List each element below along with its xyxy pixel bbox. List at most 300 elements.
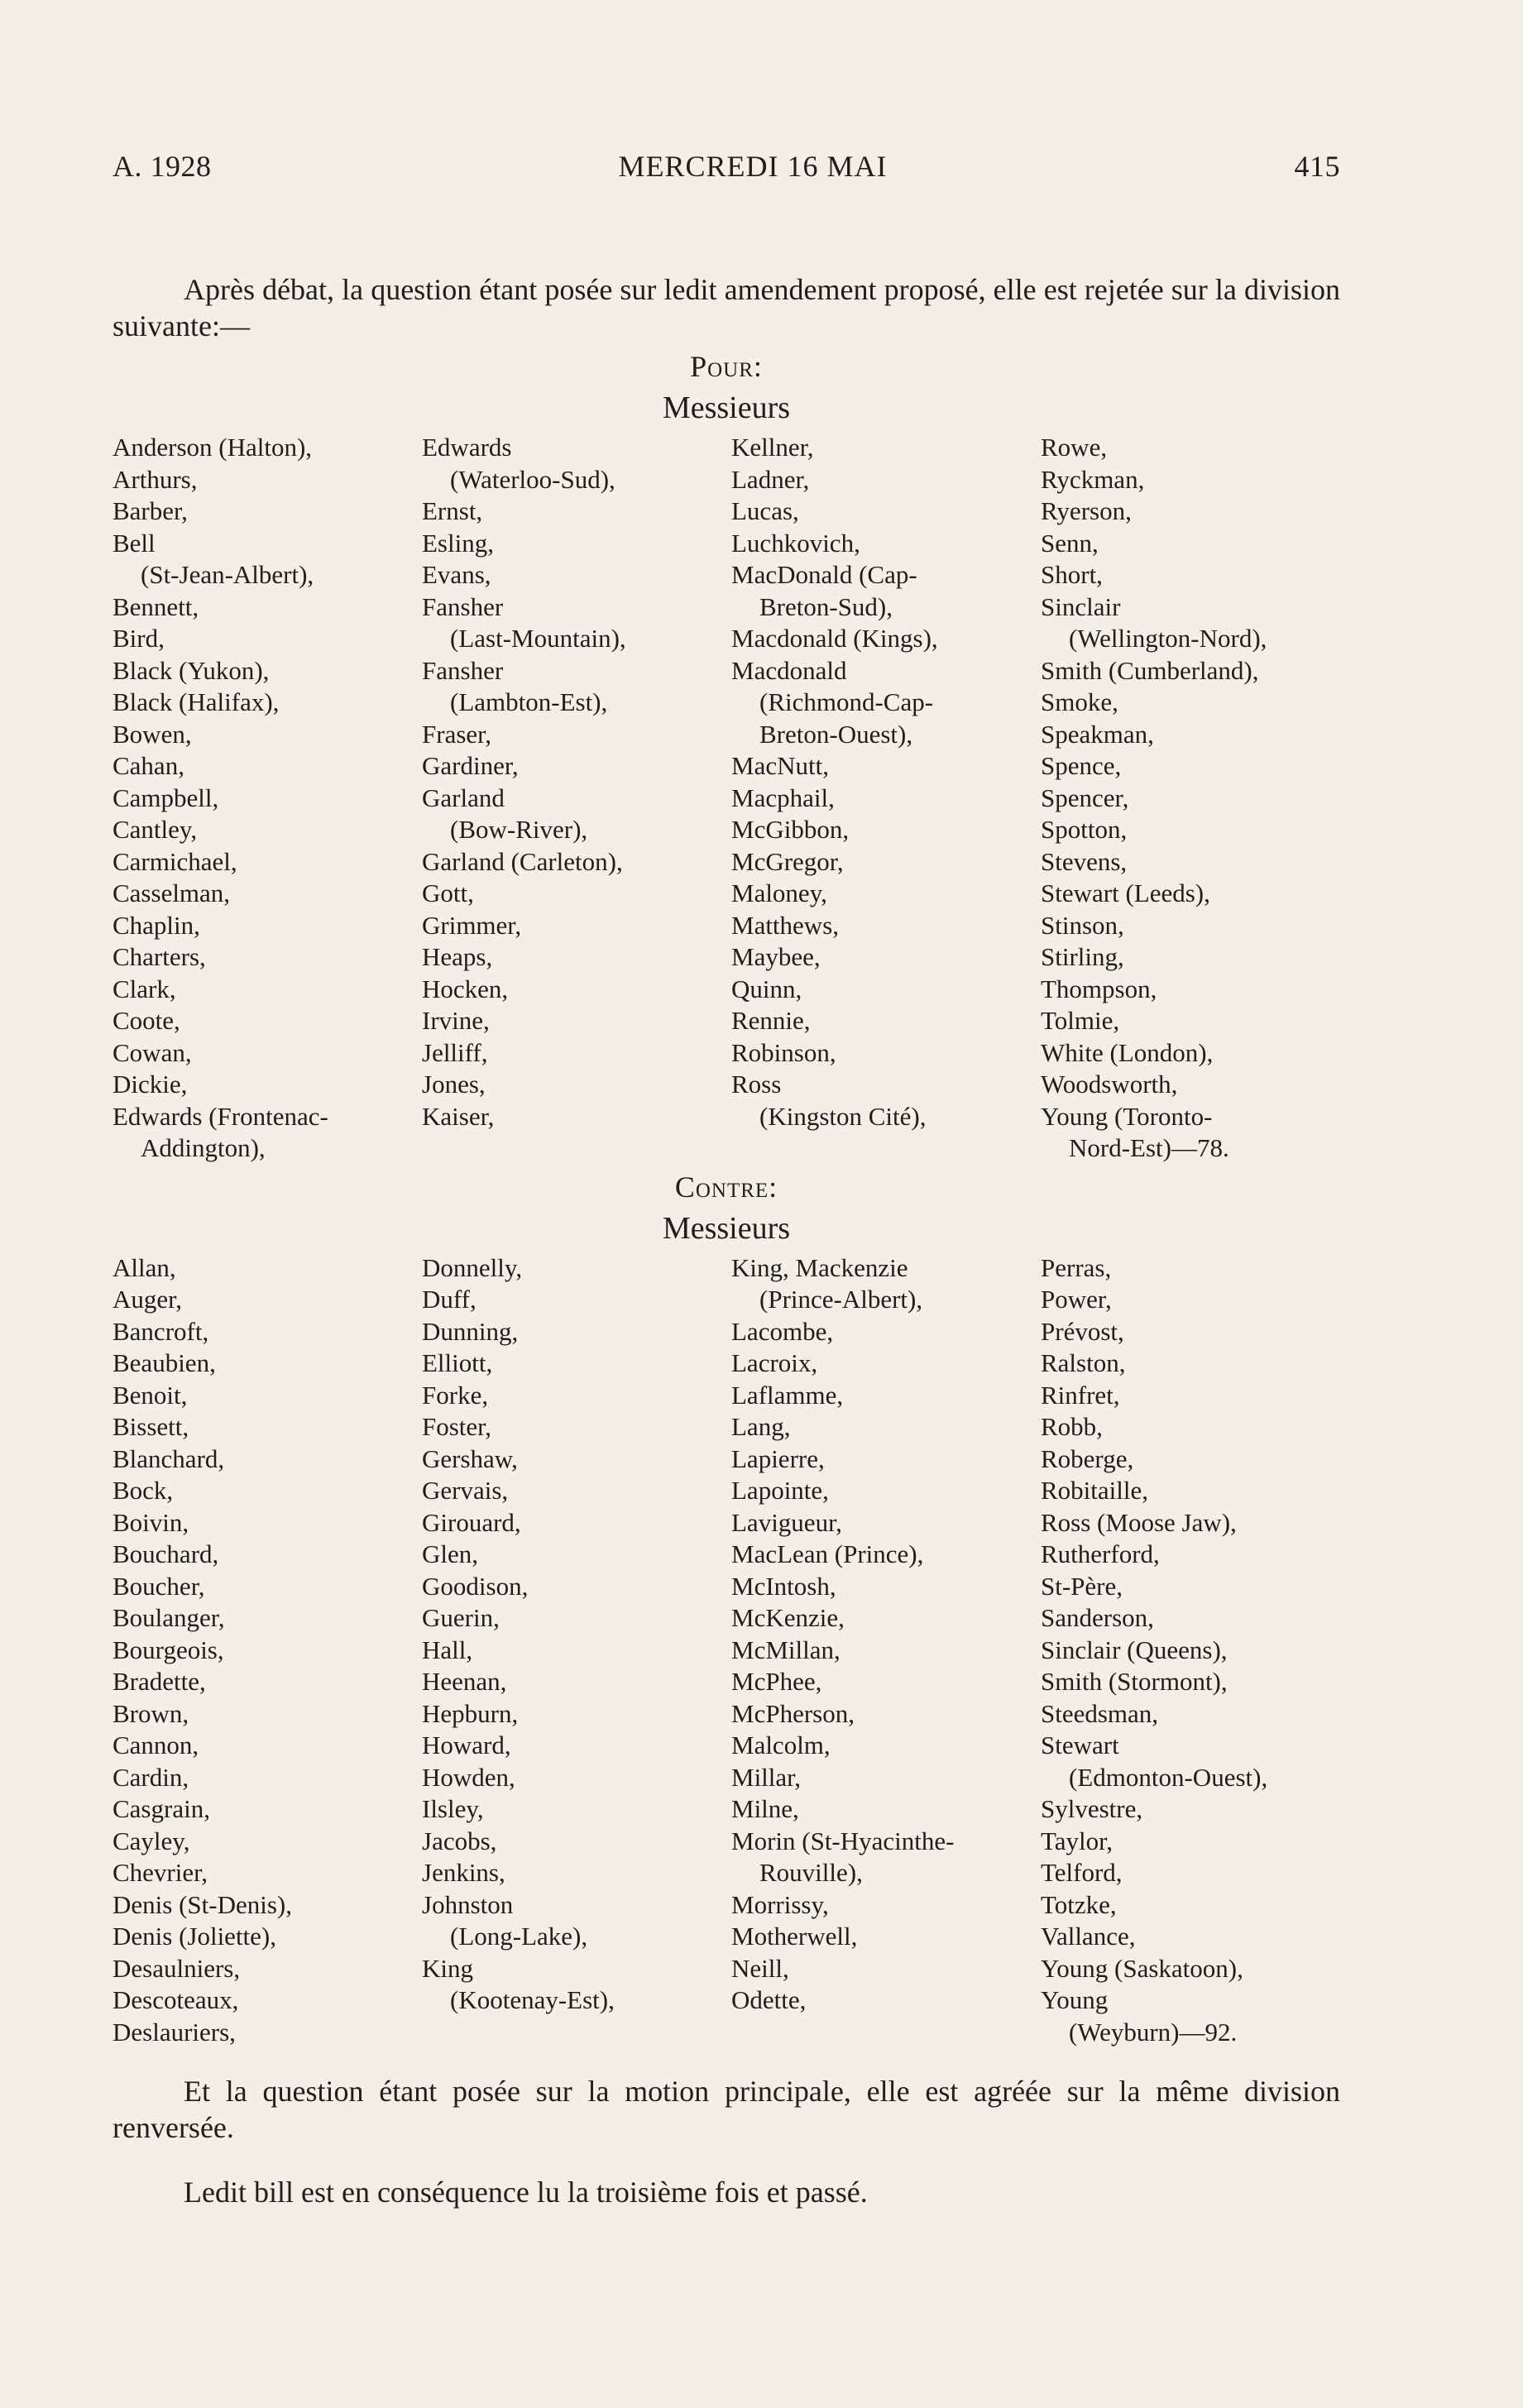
member-name: [113, 623, 422, 655]
member-name-line: Charters,: [113, 942, 206, 971]
member-name-line: Howden,: [422, 1762, 515, 1792]
member-name-line: Auger,: [113, 1285, 182, 1314]
member-name: [422, 1539, 731, 1571]
member-name: [1041, 750, 1340, 783]
member-name: [1041, 974, 1340, 1006]
member-name: [113, 750, 422, 783]
member-name: [113, 1889, 422, 1922]
member-name: [1041, 1101, 1340, 1165]
member-name: [1041, 719, 1340, 751]
member-name: [422, 846, 731, 878]
member-name-line: Cahan,: [113, 751, 184, 780]
member-name-line: Odette,: [731, 1985, 807, 2014]
member-name: [422, 1475, 731, 1507]
member-name-line: Ilsley,: [422, 1794, 484, 1823]
member-name-line: Esling,: [422, 528, 494, 558]
member-name: [422, 878, 731, 910]
member-riding-line: (Bow-River),: [450, 815, 588, 844]
member-name: [1041, 1348, 1340, 1380]
member-riding-line: (Prince-Albert),: [759, 1285, 923, 1314]
member-name-line: Blanchard,: [113, 1443, 225, 1473]
member-name-line: Kellner,: [731, 433, 814, 462]
member-name: [1041, 1793, 1340, 1826]
member-name: [731, 1984, 1041, 2017]
member-riding-line: (Kootenay-Est),: [450, 1985, 615, 2014]
member-name-line: Rutherford,: [1041, 1539, 1160, 1568]
member-name: [731, 1348, 1041, 1380]
member-name: [113, 591, 422, 624]
member-riding-line: (Richmond-Cap-: [759, 687, 934, 716]
member-name-line: Hall,: [422, 1635, 473, 1664]
member-name-line: Stevens,: [1041, 846, 1128, 876]
member-name-line: Dunning,: [422, 1316, 519, 1346]
member-name: [1041, 1953, 1340, 1985]
member-name: [113, 846, 422, 878]
member-name: [113, 1762, 422, 1794]
member-name: [1041, 1730, 1340, 1793]
member-name: [113, 1698, 422, 1731]
member-name-line: Black (Halifax),: [113, 687, 280, 716]
member-name-line: Millar,: [731, 1762, 801, 1792]
member-name: [1041, 528, 1340, 560]
member-name-line: Ladner,: [731, 464, 810, 494]
member-name: [422, 1005, 731, 1037]
member-name: [422, 1507, 731, 1539]
member-riding-line: Breton-Sud),: [759, 591, 893, 621]
member-name: [422, 1316, 731, 1348]
member-name-line: Campbell,: [113, 783, 219, 812]
member-name: [113, 1984, 422, 2017]
member-riding-line: (Waterloo-Sud),: [450, 464, 615, 494]
member-name: [422, 1284, 731, 1316]
member-name: [1041, 1284, 1340, 1316]
member-name-line: Short,: [1041, 560, 1103, 589]
member-name: [731, 1507, 1041, 1539]
member-name: [731, 1380, 1041, 1412]
member-name: [731, 1443, 1041, 1476]
member-name: [113, 464, 422, 496]
member-name: [731, 1730, 1041, 1762]
member-riding-line: Breton-Ouest),: [759, 719, 913, 749]
member-name: [1041, 1411, 1340, 1443]
member-name: [113, 1475, 422, 1507]
member-name-line: Lacombe,: [731, 1316, 834, 1346]
member-name-line: McPherson,: [731, 1698, 855, 1728]
member-name-line: Barber,: [113, 496, 188, 525]
member-name: [422, 1411, 731, 1443]
member-name: [113, 495, 422, 528]
member-riding-line: (Lambton-Est),: [450, 687, 608, 716]
member-name-line: Coote,: [113, 1006, 180, 1035]
member-name-line: Ryerson,: [1041, 496, 1132, 525]
member-name-line: Totzke,: [1041, 1889, 1117, 1919]
member-name-line: Carmichael,: [113, 846, 237, 876]
member-name: [1041, 1698, 1340, 1731]
member-name: [1041, 783, 1340, 815]
member-name-line: Gervais,: [422, 1476, 509, 1505]
member-name-line: Bennett,: [113, 591, 199, 621]
member-name-line: Macdonald: [731, 655, 847, 685]
member-name-line: Jenkins,: [422, 1858, 505, 1887]
member-name: [422, 941, 731, 974]
member-name: [1041, 1443, 1340, 1476]
contre-subtitle: Messieurs: [662, 1210, 791, 1246]
member-name: [731, 1571, 1041, 1603]
member-name: [1041, 559, 1340, 591]
pour-subtitle: Messieurs: [662, 390, 791, 425]
member-name-line: Quinn,: [731, 974, 802, 1003]
member-name-line: Beaubien,: [113, 1348, 216, 1377]
journal-page: [113, 149, 1340, 2240]
member-name-line: Grimmer,: [422, 910, 522, 940]
member-name: [731, 1793, 1041, 1826]
member-name: [422, 1857, 731, 1889]
date-heading: MERCREDI 16 MAI: [618, 150, 888, 183]
pour-title: Pour:: [690, 350, 763, 383]
member-name: [113, 432, 422, 464]
member-name-line: Ernst,: [422, 496, 483, 525]
member-name-line: King: [422, 1953, 473, 1983]
member-name: [731, 1762, 1041, 1794]
member-name: [422, 495, 731, 528]
member-name-line: Malcolm,: [731, 1731, 831, 1759]
member-name: [731, 783, 1041, 815]
member-name: [1041, 1921, 1340, 1953]
member-name-line: Bradette,: [113, 1667, 206, 1696]
member-name: [1041, 1984, 1340, 2048]
member-name: [1041, 1069, 1340, 1101]
member-riding-line: (Weyburn)—92.: [1069, 2017, 1238, 2047]
intro-paragraph: Après débat, la question étant posée sur ledit amendement proposé, elle est rejetée sur la division suivante:—: [113, 273, 1340, 342]
member-name-line: Stewart: [1041, 1731, 1119, 1759]
member-name: [1041, 655, 1340, 687]
member-name-line: Benoit,: [113, 1380, 188, 1410]
member-name: [113, 1101, 422, 1165]
member-riding-line: (Edmonton-Ouest),: [1069, 1762, 1268, 1792]
member-name: [113, 1826, 422, 1858]
member-name: [731, 655, 1041, 751]
member-name-line: Ralston,: [1041, 1348, 1126, 1377]
member-name-line: Bissett,: [113, 1412, 189, 1441]
member-name: [1041, 1005, 1340, 1037]
member-name-line: Bancroft,: [113, 1316, 209, 1346]
member-name-line: White (London),: [1041, 1037, 1214, 1067]
member-name-line: Heenan,: [422, 1667, 507, 1696]
member-name-line: McPhee,: [731, 1667, 822, 1696]
member-name: [731, 1953, 1041, 1985]
member-name-line: Arthurs,: [113, 464, 198, 494]
member-name: [113, 1602, 422, 1635]
member-name-line: Duff,: [422, 1285, 477, 1314]
member-name: [113, 2017, 422, 2049]
member-name-line: Gott,: [422, 878, 474, 907]
member-name: [1041, 910, 1340, 942]
member-name-line: Telford,: [1041, 1858, 1123, 1887]
member-name: [113, 1635, 422, 1667]
member-name: [731, 750, 1041, 783]
member-name: [731, 1252, 1041, 1316]
member-name: [422, 783, 731, 846]
member-name-line: Hocken,: [422, 974, 509, 1003]
member-name-line: Goodison,: [422, 1571, 529, 1601]
member-name-line: Glen,: [422, 1539, 479, 1568]
closing-paragraph: Et la question étant posée sur la motion principale, elle est agréée sur la même division renversée.: [113, 2075, 1340, 2144]
member-name-line: Matthews,: [731, 910, 840, 940]
member-name-line: Bouchard,: [113, 1539, 219, 1568]
member-name-line: Cowan,: [113, 1037, 192, 1067]
member-name: [113, 1857, 422, 1889]
member-name-line: Lapointe,: [731, 1476, 829, 1505]
member-name: [422, 1101, 731, 1133]
member-name: [113, 1730, 422, 1762]
member-name: [113, 941, 422, 974]
member-name: [422, 1380, 731, 1412]
member-name-line: Johnston: [422, 1889, 514, 1919]
member-name: [113, 1005, 422, 1037]
member-name-line: Smoke,: [1041, 687, 1118, 716]
member-name-line: Heaps,: [422, 942, 493, 971]
member-name-line: Boivin,: [113, 1507, 189, 1537]
member-name: [422, 1602, 731, 1635]
member-name: [113, 1348, 422, 1380]
pour-names-grid: [113, 432, 1340, 1165]
member-name: [731, 1316, 1041, 1348]
member-name: [113, 1666, 422, 1698]
member-name-line: Allan,: [113, 1252, 176, 1282]
member-name-line: Robinson,: [731, 1037, 836, 1067]
member-name: [113, 878, 422, 910]
member-name-line: Vallance,: [1041, 1922, 1136, 1951]
member-name: [113, 687, 422, 719]
member-name-line: Stirling,: [1041, 942, 1124, 971]
member-name: [422, 910, 731, 942]
member-name: [113, 1507, 422, 1539]
member-name-line: Donnelly,: [422, 1252, 523, 1282]
pour-section: [113, 349, 1340, 1165]
member-name-line: Young (Toronto-: [1041, 1101, 1213, 1131]
member-name: [422, 1571, 731, 1603]
member-name: [1041, 1826, 1340, 1858]
member-riding-line: (St-Jean-Albert),: [141, 560, 314, 589]
member-name: [731, 1921, 1041, 1953]
member-name: [731, 1826, 1041, 1889]
member-name: [113, 1571, 422, 1603]
member-name: [731, 1069, 1041, 1132]
member-name: [422, 432, 731, 495]
member-name-line: Dickie,: [113, 1070, 188, 1099]
bill-passed-paragraph: Ledit bill est en conséquence lu la troisième fois et passé.: [184, 2176, 868, 2209]
member-name: [1041, 1857, 1340, 1889]
member-name: [731, 910, 1041, 942]
member-name-line: Forke,: [422, 1380, 489, 1410]
member-name: [422, 1826, 731, 1858]
member-name: [1041, 1252, 1340, 1285]
member-name: [422, 1635, 731, 1667]
member-name-line: Fansher: [422, 591, 504, 621]
member-name: [113, 1793, 422, 1826]
contre-column: [422, 1252, 731, 2049]
member-riding-line: Nord-Est)—78.: [1069, 1133, 1229, 1162]
member-name-line: Bell: [113, 528, 156, 558]
member-name: [422, 1348, 731, 1380]
member-name: [731, 464, 1041, 496]
member-name-line: MacDonald (Cap-: [731, 560, 917, 589]
member-name-line: Gershaw,: [422, 1443, 518, 1473]
member-name-line: Rennie,: [731, 1006, 811, 1035]
member-name: [113, 814, 422, 846]
member-name: [113, 1316, 422, 1348]
contre-names-grid: [113, 1252, 1340, 2049]
member-name-line: Young: [1041, 1985, 1109, 2014]
member-name-line: King, Mackenzie: [731, 1252, 908, 1282]
member-name-line: Sanderson,: [1041, 1603, 1154, 1632]
member-name-line: Spotton,: [1041, 815, 1128, 844]
member-name-line: Garland (Carleton),: [422, 846, 623, 876]
member-name-line: Maybee,: [731, 942, 821, 971]
member-name: [422, 1793, 731, 1826]
member-name-line: Smith (Stormont),: [1041, 1667, 1228, 1696]
member-name: [731, 1889, 1041, 1922]
member-name: [1041, 464, 1340, 496]
member-name: [1041, 591, 1340, 655]
member-name-line: Cayley,: [113, 1826, 190, 1855]
member-name: [1041, 1602, 1340, 1635]
page-number: 415: [1294, 150, 1340, 183]
member-name-line: Boucher,: [113, 1571, 205, 1601]
member-name: [422, 1037, 731, 1070]
member-name-line: Sinclair: [1041, 591, 1121, 621]
member-name: [113, 1252, 422, 1285]
member-name-line: Stewart (Leeds),: [1041, 878, 1210, 907]
member-name: [422, 559, 731, 591]
member-name-line: Cannon,: [113, 1731, 199, 1759]
member-name-line: Guerin,: [422, 1603, 500, 1632]
member-name-line: McIntosh,: [731, 1571, 836, 1601]
member-name: [731, 1635, 1041, 1667]
member-name-line: Gardiner,: [422, 751, 519, 780]
pour-column: [422, 432, 731, 1165]
member-name-line: Spence,: [1041, 751, 1122, 780]
member-name-line: Lang,: [731, 1412, 791, 1441]
member-name: [422, 1252, 731, 1285]
member-name: [113, 1953, 422, 1985]
member-name-line: Young (Saskatoon),: [1041, 1953, 1243, 1983]
member-name: [422, 528, 731, 560]
member-name-line: MacNutt,: [731, 751, 829, 780]
member-name: [1041, 1475, 1340, 1507]
member-name-line: Brown,: [113, 1698, 189, 1728]
member-name-line: Laflamme,: [731, 1380, 844, 1410]
member-name-line: Morin (St-Hyacinthe-: [731, 1826, 955, 1855]
member-name: [1041, 1635, 1340, 1667]
member-name-line: Smith (Cumberland),: [1041, 655, 1259, 685]
member-name: [731, 1539, 1041, 1571]
member-name-line: Fansher: [422, 655, 504, 685]
pour-column: [1041, 432, 1340, 1165]
member-name-line: Morrissy,: [731, 1889, 829, 1919]
member-name-line: Garland: [422, 783, 505, 812]
member-name: [1041, 1539, 1340, 1571]
member-name-line: Stinson,: [1041, 910, 1124, 940]
member-name: [731, 1005, 1041, 1037]
member-name-line: Robb,: [1041, 1412, 1103, 1441]
member-name: [422, 974, 731, 1006]
member-name-line: Taylor,: [1041, 1826, 1113, 1855]
member-name: [731, 1666, 1041, 1698]
member-name-line: Perras,: [1041, 1252, 1112, 1282]
member-name: [731, 974, 1041, 1006]
member-name: [731, 878, 1041, 910]
member-name-line: Desaulniers,: [113, 1953, 241, 1983]
member-name: [113, 783, 422, 815]
member-name-line: Howard,: [422, 1731, 511, 1759]
member-name-line: Elliott,: [422, 1348, 493, 1377]
pour-column: [731, 432, 1041, 1165]
member-name: [113, 1539, 422, 1571]
member-name: [731, 623, 1041, 655]
member-name-line: Black (Yukon),: [113, 655, 270, 685]
member-name-line: Luchkovich,: [731, 528, 860, 558]
member-name: [731, 432, 1041, 464]
member-name-line: Deslauriers,: [113, 2017, 236, 2047]
member-name: [731, 941, 1041, 974]
member-name-line: Roberge,: [1041, 1443, 1134, 1473]
member-name-line: Lapierre,: [731, 1443, 825, 1473]
member-name: [113, 1284, 422, 1316]
page-header: [113, 149, 1340, 184]
member-name-line: Jacobs,: [422, 1826, 497, 1855]
member-name-line: Edwards: [422, 433, 512, 462]
member-name: [113, 1921, 422, 1953]
member-name: [1041, 814, 1340, 846]
member-name-line: Woodsworth,: [1041, 1070, 1178, 1099]
member-name-line: McMillan,: [731, 1635, 841, 1664]
member-name: [422, 1889, 731, 1953]
member-name-line: Prévost,: [1041, 1316, 1124, 1346]
member-name: [731, 495, 1041, 528]
member-name-line: Ross (Moose Jaw),: [1041, 1507, 1237, 1537]
member-riding-line: (Long-Lake),: [450, 1922, 588, 1951]
member-name-line: Motherwell,: [731, 1922, 858, 1951]
member-name: [1041, 1571, 1340, 1603]
member-name: [422, 1666, 731, 1698]
member-name-line: Robitaille,: [1041, 1476, 1149, 1505]
member-name: [1041, 432, 1340, 464]
member-name: [731, 1411, 1041, 1443]
member-name-line: Anderson (Halton),: [113, 433, 313, 462]
member-riding-line: (Last-Mountain),: [450, 624, 626, 653]
member-name-line: Denis (Joliette),: [113, 1922, 277, 1951]
member-name-line: Clark,: [113, 974, 176, 1003]
member-name: [113, 1380, 422, 1412]
member-name-line: Maloney,: [731, 878, 827, 907]
member-riding-line: (Kingston Cité),: [759, 1101, 927, 1131]
member-name-line: McKenzie,: [731, 1603, 845, 1632]
member-name-line: Speakman,: [1041, 719, 1154, 749]
member-name: [113, 1443, 422, 1476]
member-name: [1041, 495, 1340, 528]
member-name-line: Fraser,: [422, 719, 491, 749]
member-name-line: Descoteaux,: [113, 1985, 239, 2014]
member-name-line: Tolmie,: [1041, 1006, 1120, 1035]
member-name: [422, 1730, 731, 1762]
member-name-line: Casgrain,: [113, 1794, 210, 1823]
member-name: [113, 974, 422, 1006]
member-name-line: MacLean (Prince),: [731, 1539, 924, 1568]
member-name: [1041, 846, 1340, 878]
member-name-line: Girouard,: [422, 1507, 521, 1537]
member-name: [113, 719, 422, 751]
